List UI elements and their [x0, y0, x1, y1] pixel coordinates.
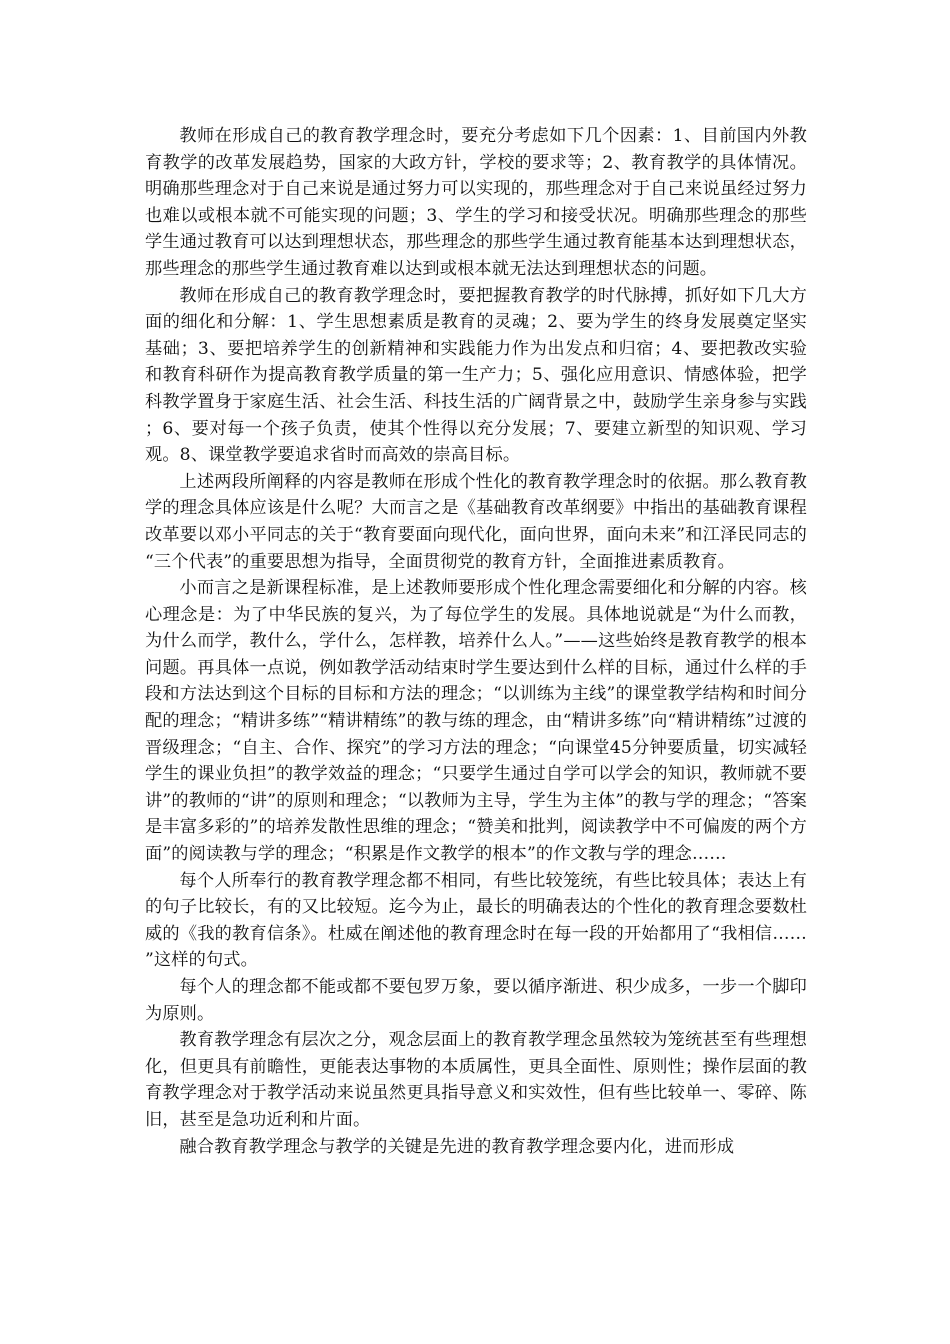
paragraph-5: 每个人所奉行的教育教学理念都不相同，有些比较笼统，有些比较具体；表达上有的句子比较长，有的又比较短。迄今为止，最长的明确表达的个性化的教育理念要数杜威的《我的教育信条》。杜威在阐述他的教育理念时在每一段的开始都用了“我相信……”这样的句式。 [145, 870, 807, 971]
paragraph-6: 每个人的理念都不能或都不要包罗万象，要以循序渐进、积少成多，一步一个脚印为原则。 [145, 977, 807, 1024]
paragraph-2: 教师在形成自己的教育教学理念时，要把握教育教学的时代脉搏，抓好如下几大方面的细化和分解：1、学生思想素质是教育的灵魂；2、要为学生的终身发展奠定坚实基础；3、要把培养学生的创新精神和实践能力作为出发点和归宿；4、要把教改实验和教育科研作为提高教育教学质量的第一生产力；5、强化应用意识、情感体验，把学科教学置身于家庭生活、社会生活、科技生活的广阔背景之中，鼓励学生亲身参与实践；6、要对每一个孩子负责，使其个性得以充分发展；7、要建立新型的知识观、学习观。8、课堂教学要追求省时而高效的崇高目标。 [145, 285, 807, 466]
paragraph-7: 教育教学理念有层次之分，观念层面上的教育教学理念虽然较为笼统甚至有些理想化，但更具有前瞻性，更能表达事物的本质属性，更具全面性、原则性；操作层面的教育教学理念对于教学活动来说虽然更具指导意义和实效性，但有些比较单一、零碎、陈旧，甚至是急功近利和片面。 [145, 1030, 807, 1130]
paragraph-4: 小而言之是新课程标准，是上述教师要形成个性化理念需要细化和分解的内容。核心理念是：为了中华民族的复兴，为了每位学生的发展。具体地说就是“为什么而教，为什么而学，教什么，学什么，怎样教，培养什么人。”——这些始终是教育教学的根本问题。再具体一点说，例如教学活动结束时学生要达到什么样的目标，通过什么样的手段和方法达到这个目标的目标和方法的理念；“以训练为主线”的课堂教学结构和时间分配的理念；“精讲多练”“精讲精练”的教与练的理念，由“精讲多练”向“精讲精练”过渡的晋级理念；“自主、合作、探究”的学习方法的理念；“向课堂45分钟要质量，切实减轻学生的课业负担”的教学效益的理念；“只要学生通过自学可以学会的知识，教师就不要讲”的教师的“讲”的原则和理念；“以教师为主导，学生为主体”的教与学的理念；“答案是丰富多彩的”的培养发散性思维的理念；“赞美和批判，阅读教学中不可偏废的两个方面”的阅读教与学的理念；“积累是作文教学的根本”的作文教与学的理念…… [145, 578, 807, 865]
document-body [145, 123, 807, 1160]
paragraph-3: 上述两段所阐释的内容是教师在形成个性化的教育教学理念时的依据。那么教育教学的理念具体应该是什么呢？大而言之是《基础教育改革纲要》中指出的基础教育课程改革要以邓小平同志的关于“教育要面向现代化，面向世界，面向未来”和江泽民同志的“三个代表”的重要思想为指导，全面贯彻党的教育方针，全面推进素质教育。 [145, 471, 807, 572]
paragraph-1: 教师在形成自己的教育教学理念时，要充分考虑如下几个因素：1、目前国内外教育教学的改革发展趋势，国家的大政方针，学校的要求等；2、教育教学的具体情况。明确那些理念对于自己来说是通过努力可以实现的，那些理念对于自己来说虽经过努力也难以或根本就不可能实现的问题；3、学生的学习和接受状况。明确那些理念的那些学生通过教育可以达到理想状态，那些理念的那些学生通过教育能基本达到理想状态，那些理念的那些学生通过教育难以达到或根本就无法达到理想状态的问题。 [145, 126, 807, 279]
paragraph-8: 融合教育教学理念与教学的关键是先进的教育教学理念要内化，进而形成 [179, 1136, 735, 1157]
